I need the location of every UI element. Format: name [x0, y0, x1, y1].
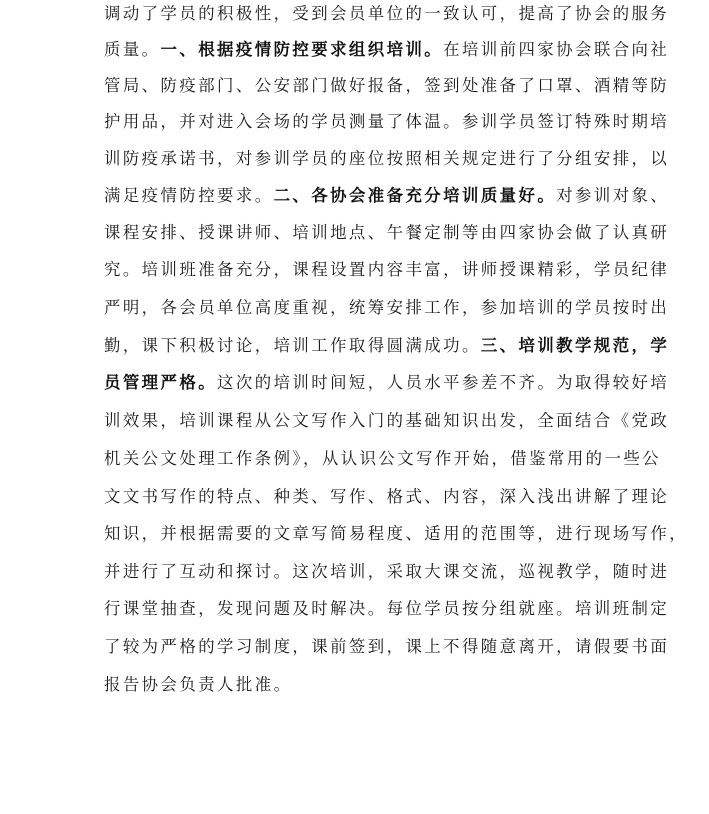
- body-text: 满足疫情防控要求。: [104, 186, 274, 205]
- bold-heading-text: 员管理严格。: [104, 373, 218, 392]
- paragraph-line: [104, 447, 661, 471]
- paragraph-line: [104, 673, 292, 697]
- paragraph-line: [104, 110, 669, 134]
- body-text: 护用品，并对进入会场的学员测量了体温。参训学员签订特殊时期培: [104, 112, 670, 131]
- body-text: 了较为严格的学习制度，课前签到，课上不得随意离开，请假要书面: [104, 637, 670, 656]
- body-text: 报告协会负责人批准。: [104, 675, 293, 694]
- body-text: 对参训对象、: [556, 186, 670, 205]
- body-text: 管局、防疫部门、公安部门做好报备，签到处准备了口罩、酒精等防: [104, 76, 670, 95]
- paragraph-line: [104, 560, 669, 584]
- body-text: 课程安排、授课讲师、培训地点、午餐定制等由四家协会做了认真研: [104, 223, 670, 242]
- body-text: 严明，各会员单位高度重视，统筹安排工作，参加培训的学员按时出: [104, 298, 670, 317]
- body-text: 调动了学员的积极性，受到会员单位的一致认可，提高了协会的服务: [104, 4, 670, 23]
- paragraph-line: [104, 38, 669, 62]
- body-text: 训防疫承诺书，对参训学员的座位按照相关规定进行了分组安排，以: [104, 149, 670, 168]
- body-text: 在培训前四家协会联合向社: [443, 40, 670, 59]
- paragraph-line: [104, 485, 669, 509]
- paragraph-line: [104, 522, 688, 546]
- paragraph-line: [104, 258, 669, 282]
- body-text: 究。培训班准备充分，课程设置内容丰富，讲师授课精彩，学员纪律: [104, 260, 670, 279]
- body-text: 知识，并根据需要的文章写简易程度、适用的范围等，进行现场写作，: [104, 524, 689, 543]
- paragraph-line: [104, 597, 669, 621]
- paragraph-line: [104, 221, 669, 245]
- body-text: 质量。: [104, 40, 161, 59]
- paragraph-line: [104, 296, 669, 320]
- paragraph-line: [104, 2, 669, 26]
- paragraph-line: [104, 334, 669, 358]
- bold-heading-text: 二、各协会准备充分培训质量好。: [273, 186, 557, 205]
- paragraph-line: [104, 635, 669, 659]
- body-text: 行课堂抽查，发现问题及时解决。每位学员按分组就座。培训班制定: [104, 599, 670, 618]
- bold-heading-text: 三、培训教学规范，学: [480, 336, 670, 355]
- body-text: 这次的培训时间短，人员水平参差不齐。为取得较好培: [217, 373, 670, 392]
- paragraph-line: [104, 371, 669, 395]
- body-text: 并进行了互动和探讨。这次培训，采取大课交流，巡视教学，随时进: [104, 562, 670, 581]
- paragraph-line: [104, 409, 669, 433]
- body-text: 勤，课下积极讨论，培训工作取得圆满成功。: [104, 336, 481, 355]
- paragraph-line: [104, 147, 669, 171]
- body-text: 训效果，培训课程从公文写作入门的基础知识出发，全面结合《党政: [104, 411, 670, 430]
- bold-heading-text: 一、根据疫情防控要求组织培训。: [160, 40, 444, 59]
- paragraph-line: [104, 74, 669, 98]
- paragraph-line: [104, 184, 669, 208]
- body-text: 文文书写作的特点、种类、写作、格式、内容，深入浅出讲解了理论: [104, 487, 670, 506]
- body-text: 机关公文处理工作条例》，从认识公文写作开始，借鉴常用的一些公: [104, 449, 662, 468]
